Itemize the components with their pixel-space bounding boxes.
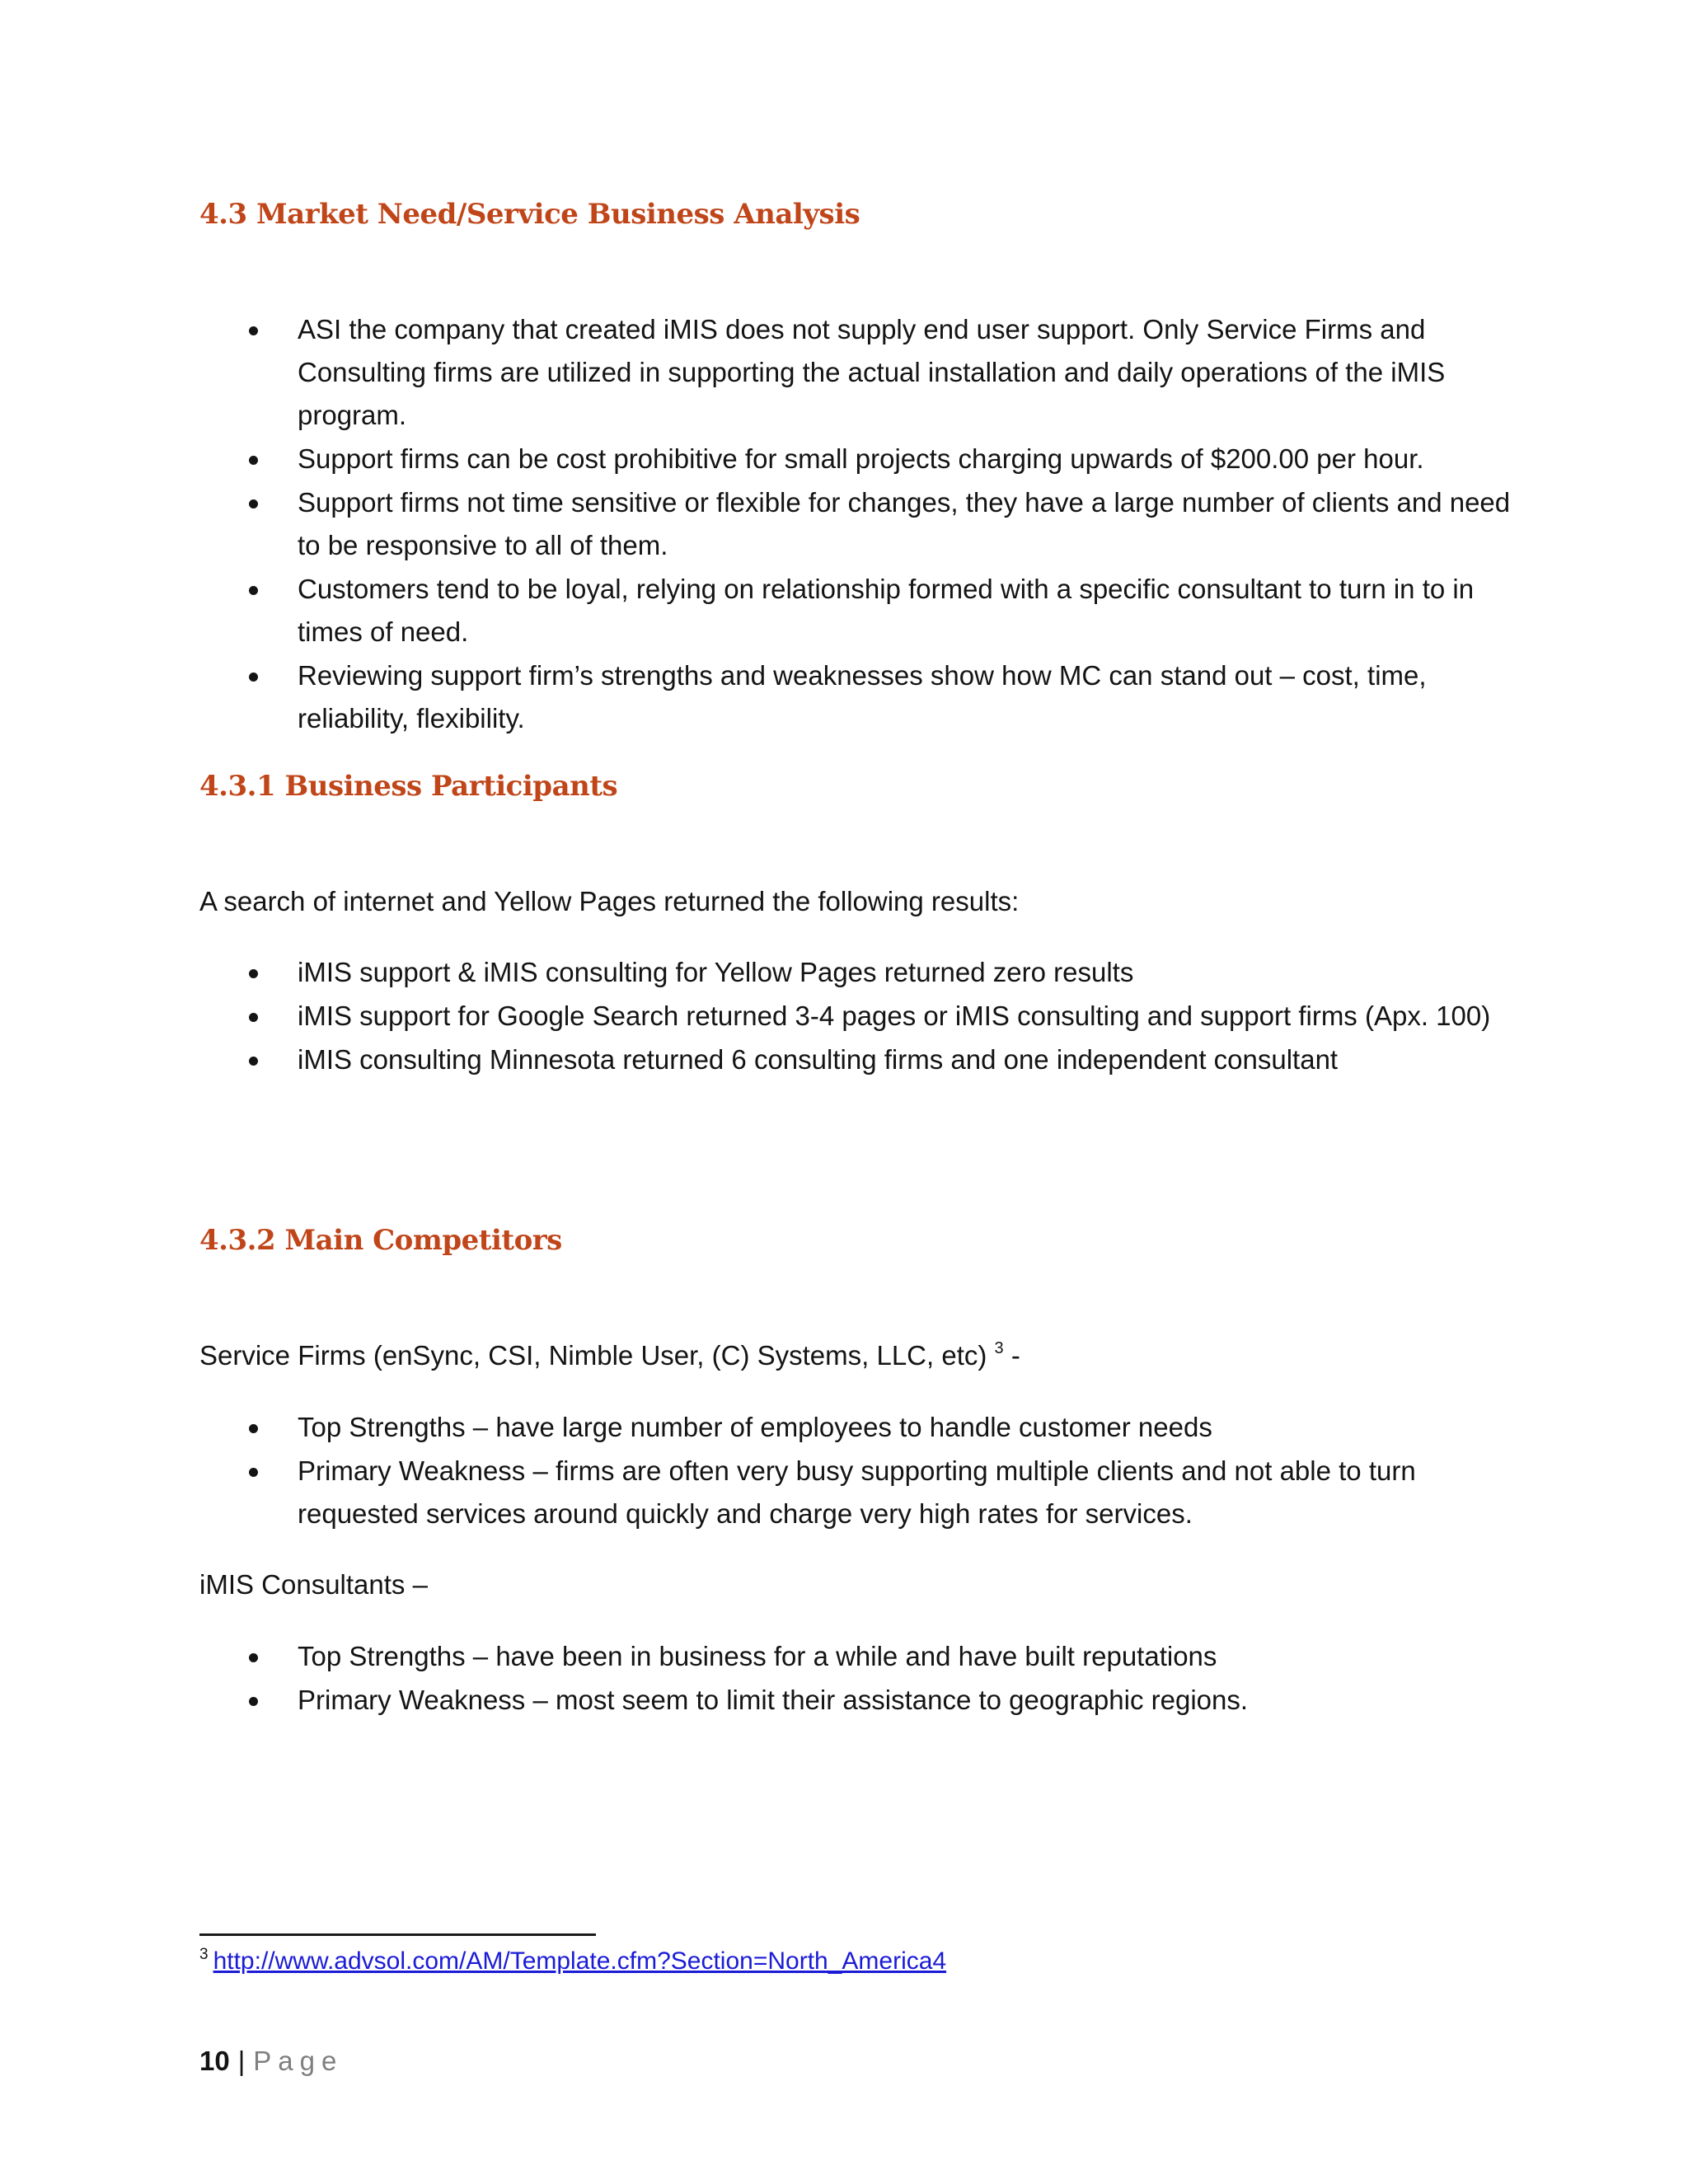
bullet-icon <box>249 499 258 509</box>
list-item-text: Primary Weakness – most seem to limit their assistance to geographic regions. <box>298 1685 1249 1715</box>
list-item <box>0 654 1517 740</box>
list-item-text: Customers tend to be loyal, relying on relationship formed with a specific consultant to turn in to in times of need. <box>298 574 1475 647</box>
section-heading-4-3-2: 4.3.2 Main Competitors <box>199 1224 562 1257</box>
business-participants-intro: A search of internet and Yellow Pages returned the following results: <box>199 886 1020 916</box>
list-item-text: ASI the company that created iMIS does not supply end user support. Only Service Firms and Consulting firms are utilized in supporting the actual installation and daily operations of the iMIS program. <box>298 314 1446 430</box>
list-item <box>0 481 1517 567</box>
bullet-icon <box>249 969 258 978</box>
footnote-separator <box>199 1933 596 1936</box>
market-need-bullet-list <box>0 308 1688 740</box>
list-item-text: Support firms not time sensitive or flexible for changes, they have a large number of clients and need to be responsive to all of them. <box>298 487 1511 560</box>
list-item-text: iMIS consulting Minnesota returned 6 consulting firms and one independent consultant <box>298 1044 1339 1075</box>
footnote-number: 3 <box>199 1946 209 1963</box>
bullet-icon <box>249 586 258 595</box>
list-item <box>0 568 1517 654</box>
consultants-bullet-list <box>0 1635 1688 1722</box>
service-firms-intro <box>199 1334 1020 1377</box>
list-item <box>0 308 1517 437</box>
list-item-text: Primary Weakness – firms are often very busy supporting multiple clients and not able to turn requested services around quickly and charge very high rates for services. <box>298 1455 1416 1529</box>
list-item <box>0 1038 1517 1081</box>
bullet-icon <box>249 673 258 682</box>
bullet-icon <box>249 1424 258 1433</box>
list-item <box>0 438 1517 480</box>
page-label: Page <box>253 2046 344 2076</box>
list-item <box>0 1635 1517 1678</box>
bullet-icon <box>249 1653 258 1662</box>
section-heading-4-3-1: 4.3.1 Business Participants <box>199 770 618 803</box>
list-item <box>0 995 1517 1038</box>
page-number: 10 <box>199 2046 230 2076</box>
list-item-text: Top Strengths – have large number of employees to handle customer needs <box>298 1412 1212 1442</box>
list-item <box>0 1450 1517 1535</box>
service-firms-bullet-list <box>0 1406 1688 1535</box>
footnote <box>199 1947 946 1975</box>
consultants-intro: iMIS Consultants – <box>199 1569 428 1600</box>
section-heading-4-3: 4.3 Market Need/Service Business Analysis <box>199 198 860 231</box>
footnote-link[interactable]: http://www.advsol.com/AM/Template.cfm?Section=North_America4 <box>213 1947 947 1975</box>
bullet-icon <box>249 1468 258 1477</box>
service-firms-intro-text: Service Firms (enSync, CSI, Nimble User, (C) Systems, LLC, etc) <box>199 1340 987 1371</box>
bullet-icon <box>249 1013 258 1022</box>
list-item-text: iMIS support & iMIS consulting for Yellow Pages returned zero results <box>298 957 1134 987</box>
bullet-icon <box>249 1057 258 1066</box>
footer-separator: | <box>237 2046 246 2076</box>
list-item-text: Support firms can be cost prohibitive for small projects charging upwards of $200.00 per hour. <box>298 443 1424 474</box>
page-footer <box>199 2046 343 2077</box>
service-firms-intro-suffix: - <box>1003 1340 1020 1371</box>
bullet-icon <box>249 326 258 335</box>
bullet-icon <box>249 456 258 465</box>
list-item-text: iMIS support for Google Search returned 3-4 pages or iMIS consulting and support firms (Apx. 100) <box>298 1001 1491 1031</box>
list-item-text: Top Strengths – have been in business for a while and have built reputations <box>298 1641 1217 1671</box>
business-participants-bullet-list <box>0 951 1688 1081</box>
list-item <box>0 1406 1517 1449</box>
bullet-icon <box>249 1697 258 1706</box>
list-item <box>0 951 1517 994</box>
list-item <box>0 1679 1517 1722</box>
list-item-text: Reviewing support firm’s strengths and weaknesses show how MC can stand out – cost, time, reliability, flexibility. <box>298 660 1427 733</box>
footnote-reference[interactable]: 3 <box>994 1339 1004 1357</box>
